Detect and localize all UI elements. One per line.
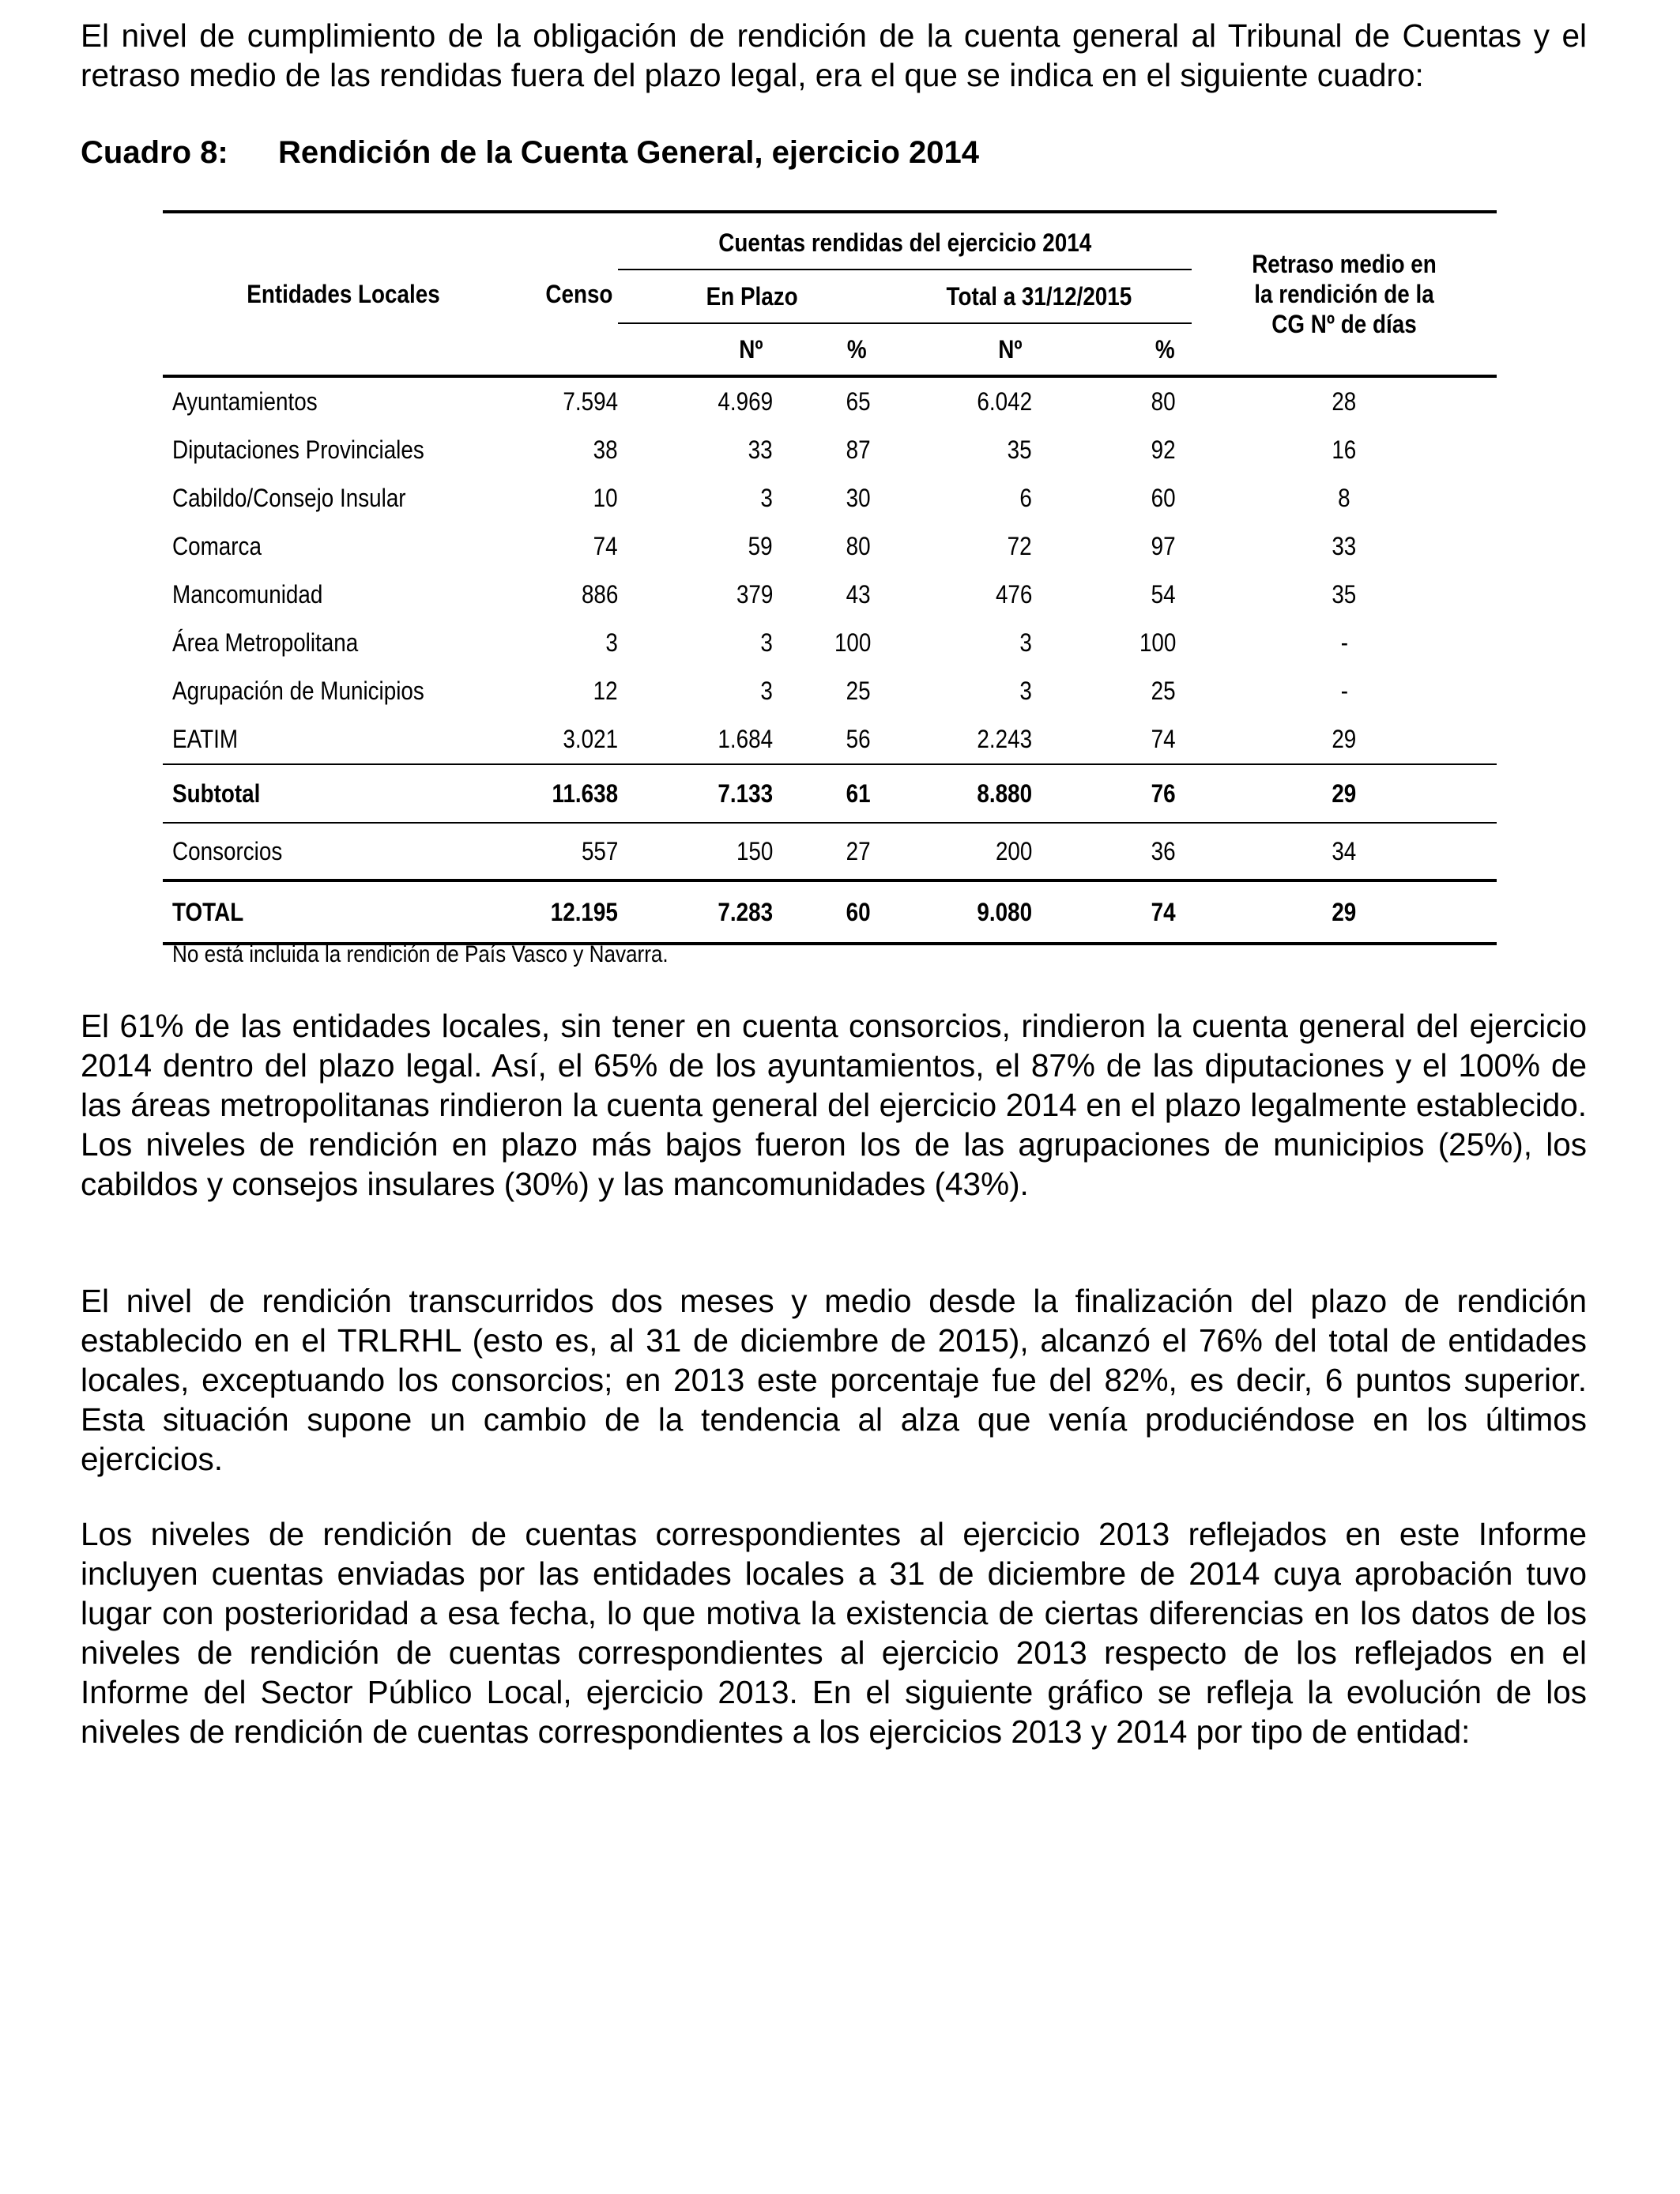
- row-plazo-n: 379: [736, 580, 773, 609]
- subtotal-total-p: 76: [1060, 764, 1192, 823]
- row-censo: 7.594: [563, 387, 618, 416]
- row-retraso: 8: [1338, 484, 1350, 512]
- total-total-n: 9.080: [887, 880, 1060, 944]
- row-total-n: 6.042: [977, 387, 1032, 416]
- subtotal-row: [163, 764, 1497, 823]
- row-plazo-p: 43: [846, 580, 871, 609]
- consorcios-retraso: 34: [1192, 823, 1497, 880]
- header-pct-plazo: %: [773, 323, 887, 376]
- caption-number: Cuadro 8:: [81, 135, 228, 170]
- table-row: [163, 667, 1497, 715]
- table-row: [163, 571, 1497, 619]
- row-entity: Área Metropolitana: [172, 628, 359, 657]
- header-n-total: Nº: [887, 323, 1060, 376]
- total-label: TOTAL: [163, 880, 523, 944]
- row-entity: Ayuntamientos: [172, 387, 318, 416]
- header-censo: Censo: [523, 212, 618, 376]
- header-pct-total: %: [1060, 323, 1192, 376]
- intro-paragraph: El nivel de cumplimiento de la obligación de rendición de la cuenta general al Tribunal de Cuentas y el retraso medio de las rendidas fuera del plazo legal, era el que se indica en el siguiente cuadro:: [81, 17, 1587, 93]
- row-censo: 74: [593, 532, 618, 560]
- table-row: [163, 376, 1497, 426]
- row-total-p: 92: [1151, 435, 1177, 464]
- row-retraso: 29: [1332, 725, 1357, 753]
- row-entity: EATIM: [172, 725, 239, 753]
- subtotal-total-n: 8.880: [887, 764, 1060, 823]
- caption-title: Rendición de la Cuenta General, ejercicio 2014: [278, 135, 980, 170]
- row-plazo-n: 3: [760, 628, 773, 657]
- consorcios-total-n: 200: [887, 823, 1060, 880]
- row-plazo-n: 59: [748, 532, 773, 560]
- consorcios-row: [163, 823, 1497, 880]
- row-total-n: 2.243: [977, 725, 1032, 753]
- total-censo: 12.195: [523, 880, 618, 944]
- table-row: [163, 426, 1497, 474]
- row-plazo-n: 4.969: [718, 387, 773, 416]
- row-total-p: 74: [1151, 725, 1177, 753]
- subtotal-plazo-n: 7.133: [618, 764, 773, 823]
- row-retraso: -: [1340, 628, 1348, 657]
- row-entity: Comarca: [172, 532, 262, 560]
- row-total-n: 3: [1019, 628, 1032, 657]
- row-plazo-p: 65: [846, 387, 871, 416]
- row-total-n: 476: [995, 580, 1032, 609]
- row-plazo-p: 100: [834, 628, 871, 657]
- consorcios-censo: 557: [523, 823, 618, 880]
- paragraph-3: Los niveles de rendición de cuentas correspondientes al ejercicio 2013 reflejados en este Informe incluyen cuentas enviadas por las entidades locales a 31 de diciembre de 2014 cuya aprobación tuvo lugar con posterioridad a esa fecha, lo que motiva la existencia de ciertas diferencias en los datos de los niveles de rendición de cuentas correspondientes al ejercicio 2013 respecto de los reflejados en el Informe del Sector Público Local, ejercicio 2013. En el siguiente gráfico se refleja la evolución de los niveles de rendición de cuentas correspondientes a los ejercicios 2013 y 2014 por tipo de entidad:: [81, 1516, 1587, 1750]
- row-plazo-p: 30: [846, 484, 871, 512]
- row-retraso: 33: [1332, 532, 1357, 560]
- row-plazo-n: 3: [760, 484, 773, 512]
- row-total-p: 60: [1151, 484, 1177, 512]
- row-total-p: 100: [1139, 628, 1177, 657]
- row-retraso: -: [1340, 677, 1348, 705]
- row-total-n: 72: [1008, 532, 1032, 560]
- row-total-n: 6: [1019, 484, 1032, 512]
- row-plazo-p: 80: [846, 532, 871, 560]
- header-total-fecha: Total a 31/12/2015: [887, 270, 1192, 323]
- row-total-p: 54: [1151, 580, 1177, 609]
- total-plazo-n: 7.283: [618, 880, 773, 944]
- total-retraso: 29: [1192, 880, 1497, 944]
- row-plazo-n: 33: [748, 435, 773, 464]
- row-retraso: 35: [1332, 580, 1357, 609]
- table-row: [163, 522, 1497, 571]
- total-plazo-p: 60: [773, 880, 887, 944]
- row-plazo-n: 3: [760, 677, 773, 705]
- row-plazo-n: 1.684: [718, 725, 773, 753]
- row-retraso: 28: [1332, 387, 1357, 416]
- header-en-plazo: En Plazo: [618, 270, 887, 323]
- table-caption: [81, 129, 979, 176]
- consorcios-label: Consorcios: [163, 823, 523, 880]
- row-plazo-p: 25: [846, 677, 871, 705]
- subtotal-plazo-p: 61: [773, 764, 887, 823]
- row-total-p: 25: [1151, 677, 1177, 705]
- row-censo: 38: [593, 435, 618, 464]
- row-total-p: 97: [1151, 532, 1177, 560]
- row-plazo-p: 87: [846, 435, 871, 464]
- consorcios-plazo-n: 150: [618, 823, 773, 880]
- table-row: [163, 474, 1497, 522]
- row-censo: 12: [593, 677, 618, 705]
- header-cuentas-rendidas: Cuentas rendidas del ejercicio 2014: [618, 212, 1192, 270]
- total-total-p: 74: [1060, 880, 1192, 944]
- row-censo: 3.021: [563, 725, 618, 753]
- row-plazo-p: 56: [846, 725, 871, 753]
- row-censo: 3: [605, 628, 618, 657]
- row-total-n: 3: [1019, 677, 1032, 705]
- consorcios-plazo-p: 27: [773, 823, 887, 880]
- row-censo: 886: [581, 580, 618, 609]
- table-row: [163, 715, 1497, 764]
- header-n-plazo: Nº: [618, 323, 773, 376]
- row-entity: Agrupación de Municipios: [172, 677, 424, 705]
- paragraph-1: El 61% de las entidades locales, sin tener en cuenta consorcios, rindieron la cuenta general del ejercicio 2014 dentro del plazo legal. Así, el 65% de los ayuntamientos, el 87% de las diputaciones y el 100% de las áreas metropolitanas rindieron la cuenta general del ejercicio 2014 en el plazo legalmente establecido. Los niveles de rendición en plazo más bajos fueron los de las agrupaciones de municipios (25%), los cabildos y consejos insulares (30%) y las mancomunidades (43%).: [81, 1008, 1587, 1202]
- row-total-n: 35: [1008, 435, 1032, 464]
- row-entity: Cabildo/Consejo Insular: [172, 484, 406, 512]
- subtotal-censo: 11.638: [523, 764, 618, 823]
- row-censo: 10: [593, 484, 618, 512]
- rendicion-table: [163, 210, 1497, 945]
- total-row: [163, 880, 1497, 944]
- subtotal-label: Subtotal: [163, 764, 523, 823]
- subtotal-retraso: 29: [1192, 764, 1497, 823]
- row-entity: Diputaciones Provinciales: [172, 435, 424, 464]
- paragraph-2: El nivel de rendición transcurridos dos meses y medio desde la finalización del plazo de rendición establecido en el TRLRHL (esto es, al 31 de diciembre de 2015), alcanzó el 76% del total de entidades locales, exceptuando los consorcios; en 2013 este porcentaje fue del 82%, es decir, 6 puntos superior. Esta situación supone un cambio de la tendencia al alza que venía produciéndose en los últimos ejercicios.: [81, 1283, 1587, 1477]
- table-note: No está incluida la rendición de País Vasco y Navarra.: [172, 941, 669, 967]
- consorcios-total-p: 36: [1060, 823, 1192, 880]
- header-entidades: Entidades Locales: [163, 212, 523, 376]
- table-row: [163, 619, 1497, 667]
- row-total-p: 80: [1151, 387, 1177, 416]
- header-retraso: Retraso medio en la rendición de la CG Nº de días: [1192, 212, 1497, 376]
- row-retraso: 16: [1332, 435, 1357, 464]
- row-entity: Mancomunidad: [172, 580, 323, 609]
